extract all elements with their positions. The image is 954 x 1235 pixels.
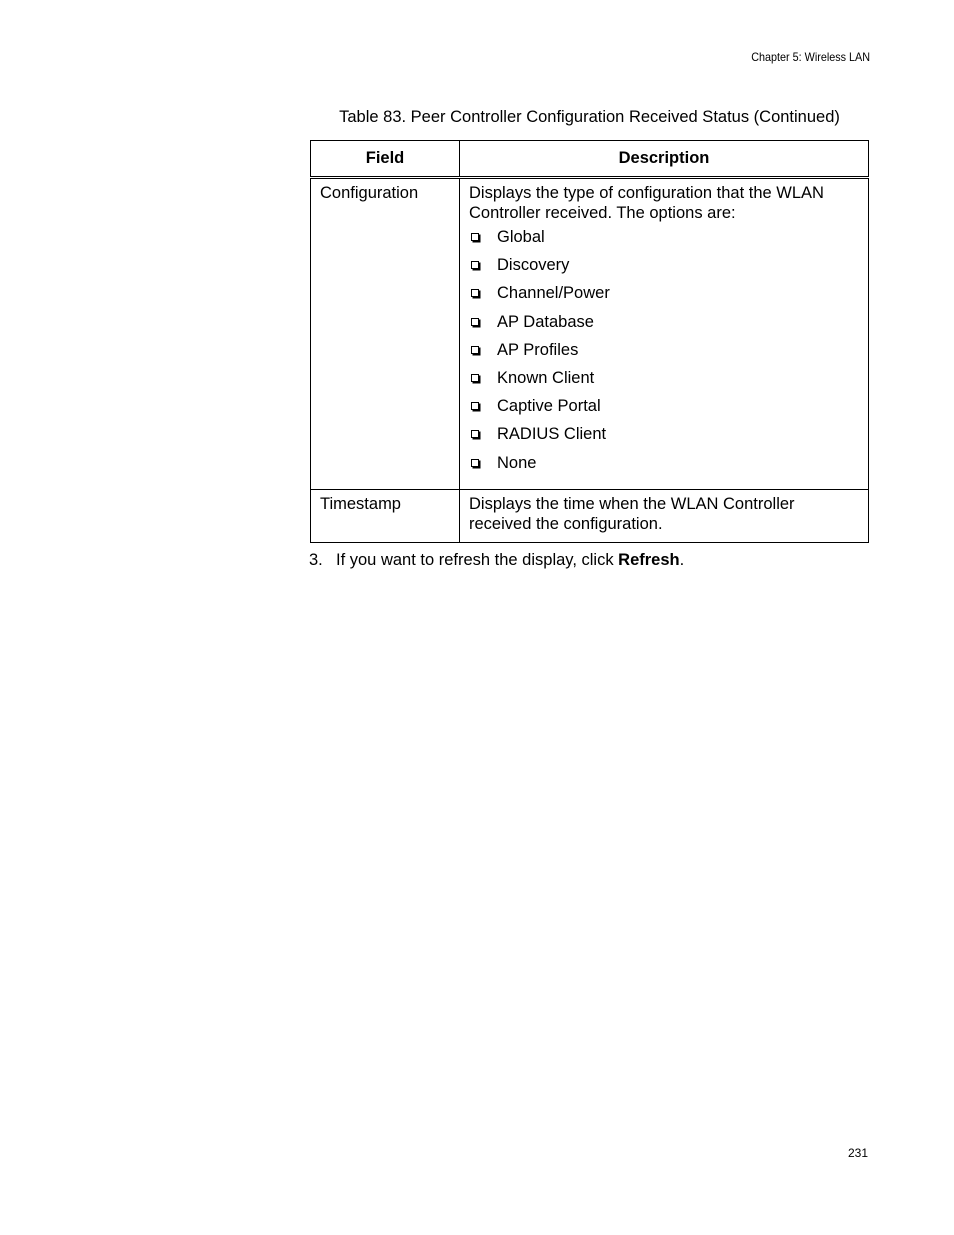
step-text: If you want to refresh the display, click xyxy=(336,551,619,569)
description-cell xyxy=(460,178,869,490)
checkbox-bullet-icon xyxy=(471,233,479,241)
table-caption: Table 83. Peer Controller Configuration Received Status (Continued) xyxy=(339,108,840,126)
option-label: Captive Portal xyxy=(497,397,601,416)
description-text: Displays the type of configuration that the WLAN Controller received. The options are: xyxy=(469,184,824,222)
list-item xyxy=(497,227,859,255)
list-item xyxy=(497,312,859,340)
field-cell: Timestamp xyxy=(311,489,460,542)
list-item xyxy=(497,255,859,283)
checkbox-bullet-icon xyxy=(471,374,479,382)
option-label: Discovery xyxy=(497,256,570,275)
checkbox-bullet-icon xyxy=(471,430,479,438)
configuration-status-table xyxy=(310,140,869,543)
list-item xyxy=(497,283,859,311)
option-label: Known Client xyxy=(497,368,595,387)
checkbox-bullet-icon xyxy=(471,289,479,297)
list-item xyxy=(497,368,859,396)
option-label: Channel/Power xyxy=(497,284,610,303)
running-header: Chapter 5: Wireless LAN xyxy=(751,50,870,64)
page-number: 231 xyxy=(847,1146,868,1160)
checkbox-bullet-icon xyxy=(471,402,479,410)
step-bold-term: Refresh xyxy=(618,551,680,569)
option-label: AP Profiles xyxy=(497,340,579,359)
options-list xyxy=(469,227,859,481)
step-text-end: . xyxy=(679,551,685,569)
option-label: AP Database xyxy=(497,312,594,331)
list-item xyxy=(497,453,859,481)
checkbox-bullet-icon xyxy=(471,318,479,326)
option-label: RADIUS Client xyxy=(497,425,607,444)
table-header-row xyxy=(311,141,869,178)
instruction-step xyxy=(309,551,684,570)
table-row xyxy=(311,178,869,490)
table-row xyxy=(311,489,869,542)
list-item xyxy=(497,340,859,368)
checkbox-bullet-icon xyxy=(471,261,479,269)
checkbox-bullet-icon xyxy=(471,346,479,354)
list-item xyxy=(497,424,859,452)
option-label: Global xyxy=(497,228,545,246)
list-item xyxy=(497,396,859,424)
option-label: None xyxy=(497,453,537,472)
field-cell: Configuration xyxy=(311,178,460,490)
checkbox-bullet-icon xyxy=(471,459,479,467)
description-cell: Displays the time when the WLAN Controller received the configuration. xyxy=(460,489,869,542)
step-number: 3. xyxy=(309,551,323,569)
column-header-description: Description xyxy=(460,141,869,178)
column-header-field: Field xyxy=(311,141,460,178)
